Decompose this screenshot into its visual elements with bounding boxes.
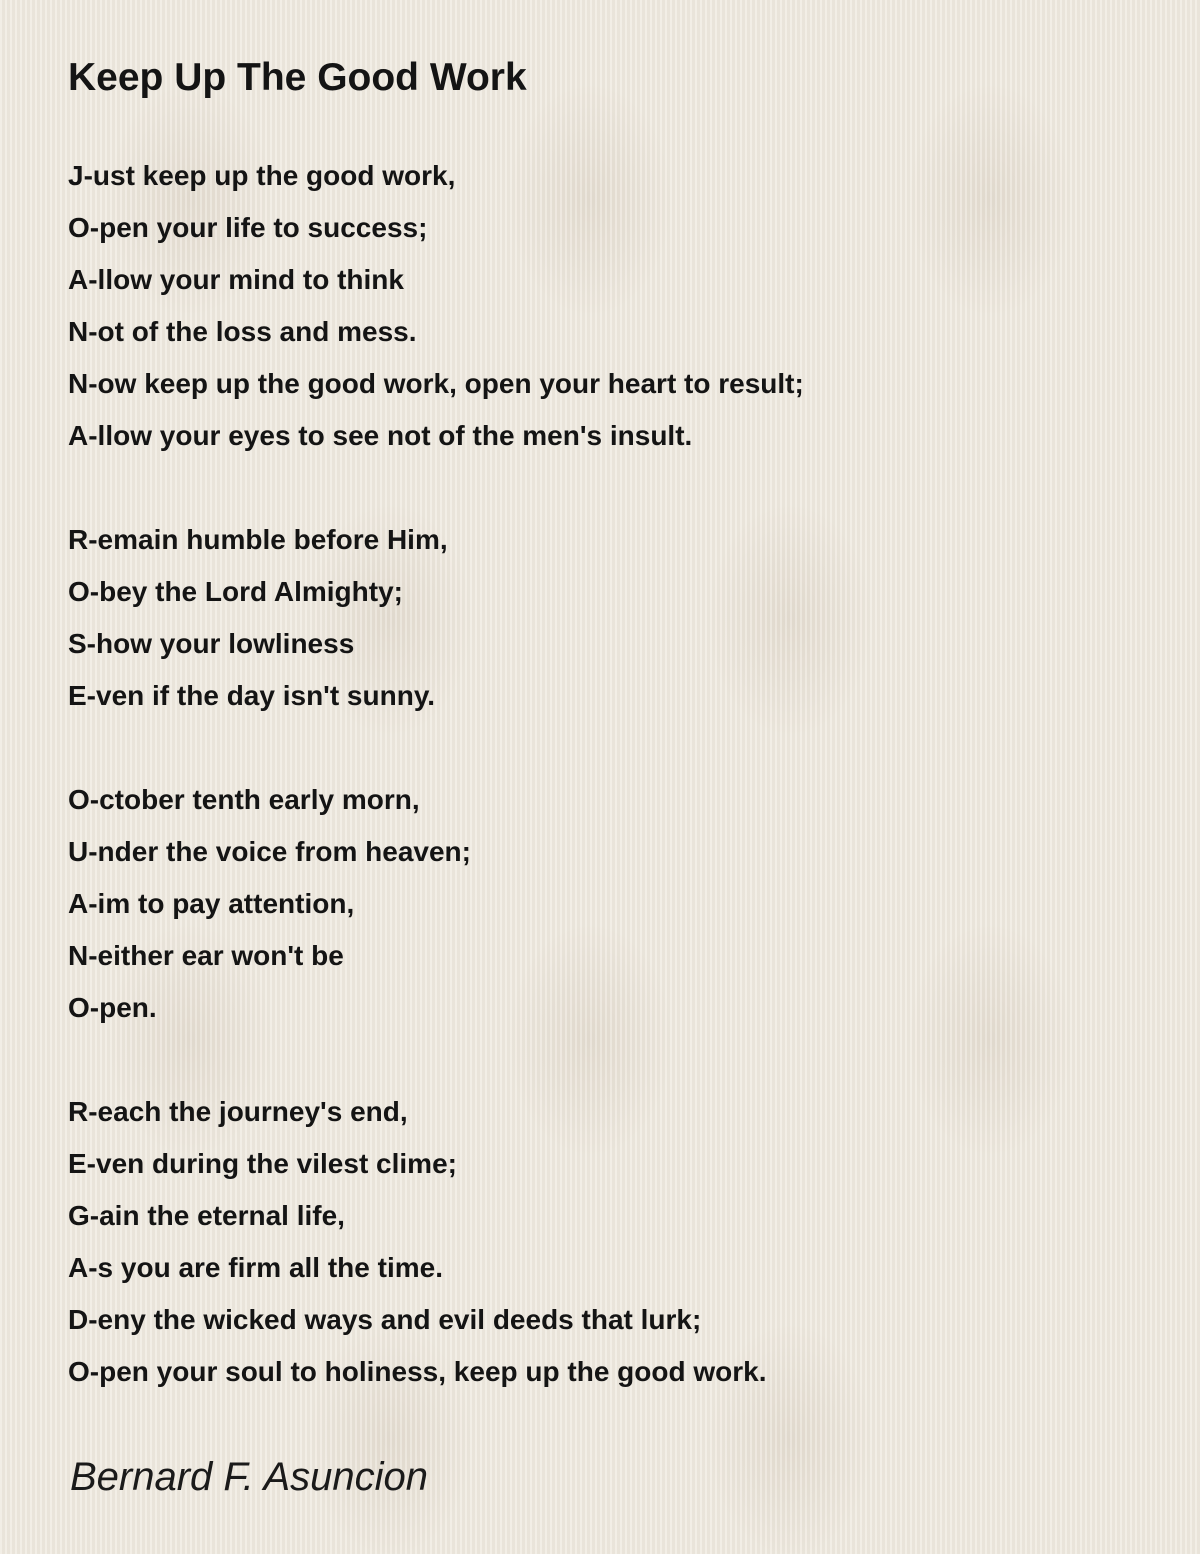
stanza-1 (68, 150, 1148, 462)
poem-line: A-s you are firm all the time. (68, 1252, 443, 1283)
poem-line: R-emain humble before Him, (68, 524, 448, 555)
poem-line: U-nder the voice from heaven; (68, 836, 471, 867)
poem-line: N-ow keep up the good work, open your heart to result; (68, 368, 804, 399)
poem-line: R-each the journey's end, (68, 1096, 408, 1127)
poem-line: E-ven if the day isn't sunny. (68, 680, 436, 711)
stanza-2 (68, 514, 1148, 722)
poem-line: O-ctober tenth early morn, (68, 784, 420, 815)
poem-author: Bernard F. Asuncion (70, 1455, 428, 1499)
poem-line: A-llow your eyes to see not of the men's insult. (68, 420, 693, 451)
stanza-3 (68, 774, 1148, 1034)
poem-line: O-pen. (68, 992, 157, 1023)
poem-line: N-either ear won't be (68, 940, 344, 971)
poem-line: G-ain the eternal life, (68, 1200, 345, 1231)
stanza-4 (68, 1086, 1148, 1398)
poem-line: J-ust keep up the good work, (68, 160, 456, 191)
poem-title: Keep Up The Good Work (68, 56, 527, 99)
poem-line: D-eny the wicked ways and evil deeds that lurk; (68, 1304, 702, 1335)
poem-line: O-pen your life to success; (68, 212, 428, 243)
poem-line: O-bey the Lord Almighty; (68, 576, 403, 607)
poem-line: A-llow your mind to think (68, 264, 404, 295)
poem-line: N-ot of the loss and mess. (68, 316, 417, 347)
poem-body (68, 150, 1148, 1450)
poem-line: S-how your lowliness (68, 628, 355, 659)
poem-line: A-im to pay attention, (68, 888, 355, 919)
poem-line: O-pen your soul to holiness, keep up the good work. (68, 1356, 767, 1387)
poem-line: E-ven during the vilest clime; (68, 1148, 457, 1179)
